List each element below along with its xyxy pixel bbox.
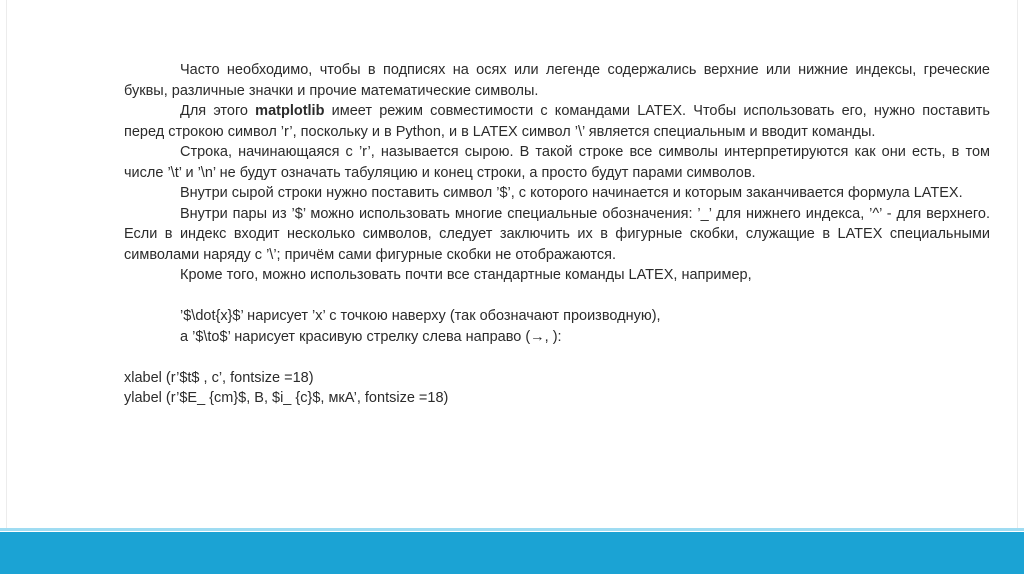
paragraph-3: Строка, начинающаяся с ’r’, называется сырою. В такой строке все символы интерпретируются как они есть, в том числе ’\t’ и ’\n’ не будут означать табуляцию и конец строки, а просто будут парами символов. [124,144,990,181]
footer-band [0,532,1024,574]
example-arrow: а ’$\to$’ нарисует красивую стрелку слева направо (→, ): [180,328,562,345]
paragraph-4: Внутри сырой строки нужно поставить символ ’$’, с которого начинается и которым заканчивается формула LATEX. [180,185,963,201]
paragraph-2 [124,101,990,142]
matplotlib-term: matplotlib [255,103,325,119]
paragraph-6: Кроме того, можно использовать почти все стандартные команды LATEX, например, [180,267,752,283]
paragraph-5: Внутри пары из ’$’ можно использовать многие специальные обозначения: ’_’ для нижнего индекса, ’^’ - для верхнего. Если в индекс входит несколько символов, следует заключить их в фигурные скобки, служащие в LATEX специальными символами наряду с ’\’; причём сами фигурные скобки не отображаются. [124,205,990,263]
slide-right-edge [1017,0,1018,535]
code-ylabel: ylabel (r’$E_ {cm}$, B, $i_ {c}$, мкА’, fontsize =18) [124,390,449,406]
paragraph-2-rest: имеет режим совместимости с командами LATEX. Чтобы использовать его, нужно поставить перед строкою символ ’r’, поскольку и в Python, и в LATEX символ ’\’ является специальным и вводит команды. [124,103,990,140]
paragraph-1: Часто необходимо, чтобы в подписях на осях или легенде содержались верхние или нижние индексы, греческие буквы, различные значки и прочие математические символы. [124,62,990,99]
spacer [124,347,990,368]
slide-body [124,60,990,409]
slide-left-edge [6,0,7,535]
example-dot: ’$\dot{x}$’ нарисует ’x’ с точкою наверху (так обозначают производную), [180,308,661,324]
spacer [124,286,990,307]
paragraph-2-lead: Для этого [180,103,256,119]
code-xlabel: xlabel (r’$t$ , c’, fontsize =18) [124,369,314,386]
